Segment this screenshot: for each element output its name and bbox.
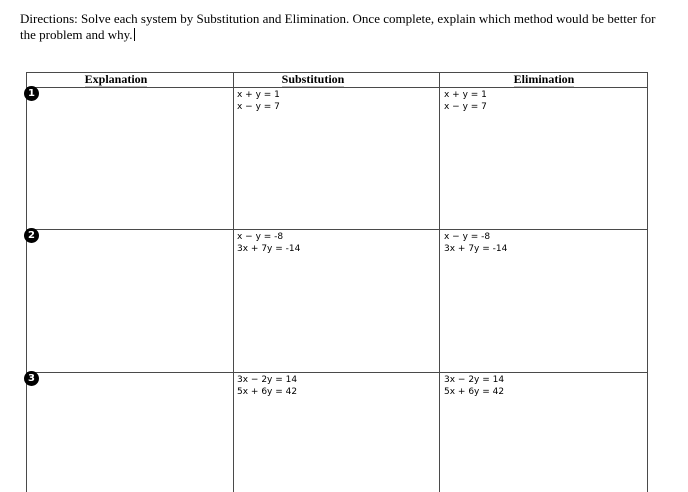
equation-line: 3x + 7y = -14 (444, 244, 508, 254)
equation-line: x − y = 7 (237, 102, 280, 112)
header-divider (26, 87, 648, 88)
header-explanation: Explanation (84, 72, 148, 86)
problem-3-substitution[interactable] (237, 374, 297, 398)
problem-number-2: 2 (24, 228, 39, 243)
equation-line: 5x + 6y = 42 (444, 387, 505, 397)
problem-3-elimination[interactable] (444, 374, 504, 398)
table-divider-2 (439, 72, 440, 492)
header-substitution: Substitution (281, 72, 345, 86)
problem-1-elimination[interactable] (444, 89, 487, 113)
directions-text[interactable] (20, 11, 660, 43)
equation-line: x − y = -8 (444, 232, 491, 242)
problem-number-3: 3 (24, 371, 39, 386)
problem-1-substitution[interactable] (237, 89, 280, 113)
row-divider-1 (26, 229, 648, 230)
problem-2-substitution[interactable] (237, 231, 300, 255)
equation-line: x + y = 1 (444, 90, 487, 100)
worksheet-table (26, 72, 648, 492)
equation-line: 3x − 2y = 14 (444, 375, 505, 385)
directions-content: Directions: Solve each system by Substitution and Elimination. Once complete, explain which method would be better for the problem and why. (20, 11, 656, 42)
equation-line: x − y = 7 (444, 102, 487, 112)
problem-2-elimination[interactable] (444, 231, 507, 255)
equation-line: 5x + 6y = 42 (237, 387, 298, 397)
table-divider-1 (233, 72, 234, 492)
table-border-left (26, 72, 27, 492)
text-cursor (134, 28, 135, 41)
equation-line: x + y = 1 (237, 90, 280, 100)
problem-number-1: 1 (24, 86, 39, 101)
equation-line: x − y = -8 (237, 232, 284, 242)
table-border-right (647, 72, 648, 492)
header-elimination: Elimination (513, 72, 575, 86)
equation-line: 3x − 2y = 14 (237, 375, 298, 385)
equation-line: 3x + 7y = -14 (237, 244, 301, 254)
row-divider-2 (26, 372, 648, 373)
